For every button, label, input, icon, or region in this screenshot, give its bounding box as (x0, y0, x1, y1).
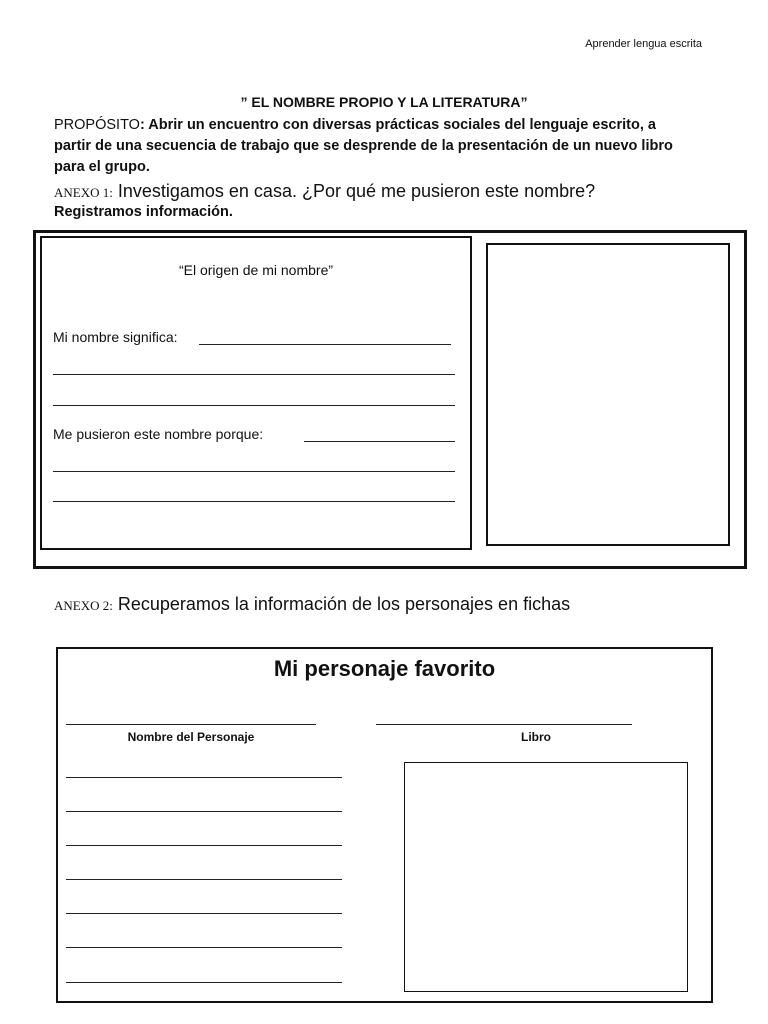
character-notes-line[interactable] (66, 879, 342, 880)
annex1-label: ANEXO 1: (54, 185, 113, 200)
book-label: Libro (521, 730, 551, 744)
reason-answer-line[interactable] (53, 501, 455, 502)
header-note: Aprender lengua escrita (585, 38, 702, 50)
origin-card-text-panel (40, 236, 472, 550)
annex2-label: ANEXO 2: (54, 598, 113, 613)
character-notes-line[interactable] (66, 947, 342, 948)
character-notes-line[interactable] (66, 777, 342, 778)
character-name-label: Nombre del Personaje (127, 730, 255, 744)
purpose-label: PROPÓSITO (54, 117, 140, 133)
meaning-answer-line[interactable] (199, 344, 451, 345)
annex1-heading (54, 181, 595, 202)
character-notes-line[interactable] (66, 845, 342, 846)
character-name-line[interactable] (66, 724, 316, 725)
reason-answer-line[interactable] (53, 471, 455, 472)
character-notes-line[interactable] (66, 811, 342, 812)
origin-card-title: “El origen de mi nombre” (178, 262, 334, 278)
purpose-paragraph (54, 115, 674, 178)
meaning-label: Mi nombre significa: (53, 329, 178, 345)
origin-card-photo-box[interactable] (486, 243, 730, 546)
page-title: ” EL NOMBRE PROPIO Y LA LITERATURA” (240, 94, 528, 110)
favorite-card-title: Mi personaje favorito (273, 656, 496, 681)
meaning-answer-line[interactable] (53, 405, 455, 406)
annex2-text: Recuperamos la información de los personajes en fichas (112, 594, 571, 614)
book-line[interactable] (376, 724, 632, 725)
meaning-answer-line[interactable] (53, 374, 455, 375)
annex1-text: Investigamos en casa. ¿Por qué me pusieron este nombre? (112, 181, 596, 201)
character-notes-line[interactable] (66, 913, 342, 914)
annex1-subtext: Registramos información. (54, 204, 233, 220)
annex2-heading (54, 594, 570, 615)
character-notes-line[interactable] (66, 982, 342, 983)
purpose-text: : Abrir un encuentro con diversas prácticas sociales del lenguaje escrito, a partir de una secuencia de trabajo que se desprende de la presentación de un nuevo libro para el grupo. (54, 117, 673, 175)
character-drawing-box[interactable] (404, 762, 688, 992)
reason-label: Me pusieron este nombre porque: (53, 426, 264, 442)
reason-answer-line[interactable] (304, 441, 455, 442)
